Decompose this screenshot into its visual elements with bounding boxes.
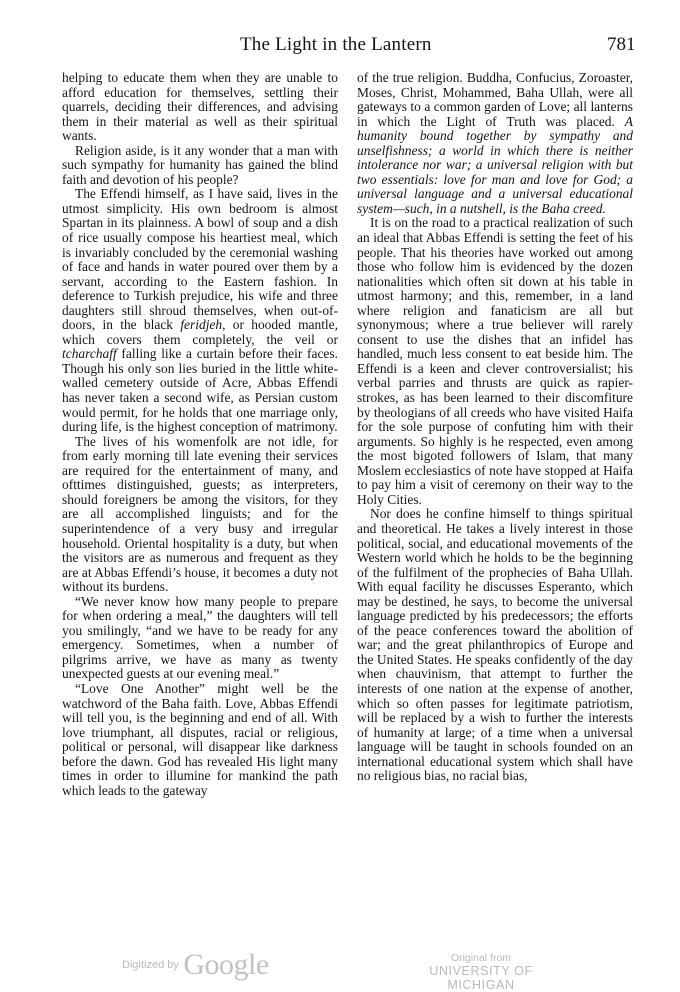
original-from-label: Original from: [450, 952, 512, 964]
source-library: UNIVERSITY OF MICHIGAN: [429, 964, 533, 992]
italic-text: A humanity bound together by sympathy and unselfishness; a world in which there is neither intolerance nor war; a universal religion with but two essentials: love for man and love for God; a universal language and a universal educational system—such, in a nutshell, is the Baha creed.: [357, 113, 633, 216]
paragraph: The Effendi himself, as I have said, lives in the utmost simplicity. His own bedroom is almost Spartan in its plainness. A bowl of soup and a dish of rice usually compose his heartiest meal, which is invariably concluded by the ceremonial washing of face and hands in water poured over them by a servant, according to the Eastern fashion. In deference to Turkish prejudice, his wife and three daughters still shroud themselves, when out-of-doors, in the black feridjeh, or hooded mantle, which covers them completely, the veil or tcharchaff falling like a curtain before their faces. Though his only son lies buried in the little white-walled cemetery outside of Acre, Abbas Effendi has never taken a second wife, as Persian custom would permit, for he holds that one marriage only, during life, is the highest conception of matrimony.: [62, 186, 338, 435]
paragraph: It is on the road to a practical realization of such an ideal that Abbas Effendi is setting the feet of his people. That his theories have worked out among those who follow him is evidenced by the dozen nationalities which often sit down at his table in utmost harmony; and this, remember, in a land where religion and fanaticism are all but synonymous; where a true believer will rarely consent to use the dishes that an infidel has handled, much less consent to eat beside him. The Effendi is a keen and clever controversialist; his verbal parries and thrusts are quick as rapier-strokes, as has been learned to their discomfiture by theologians of all creeds who have visited Haifa for the sole purpose of confuting him with their arguments. So highly is he respected, even among the most bigoted followers of Islam, that many Moslem ecclesiastics of note have stopped at Haifa to pay him a visit of ceremony on their way to the Holy Cities.: [357, 215, 633, 507]
italic-text: tcharchaff: [62, 346, 117, 362]
paragraph: of the true religion. Buddha, Confucius, Zoroaster, Moses, Christ, Mohammed, Baha Ullah, were all gateways to a common garden of Love; all lanterns in which the Light of Truth was placed. A humanity bound together by sympathy and unselfishness; a world in which there is neither intolerance nor war; a universal religion with but two essentials: love for man and love for God; a universal language and a universal educational system—such, in a nutshell, is the Baha creed.: [357, 70, 633, 216]
page-header: [0, 34, 680, 60]
page-number: 781: [607, 34, 636, 55]
paragraph: “Love One Another” might well be the watchword of the Baha faith. Love, Abbas Effendi will tell you, is the beginning and end of all. With love triumphant, all disputes, racial or religious, political or personal, will disappear like darkness before the dawn. God has revealed His light many times in order to illumine for mankind the path which leads to the gateway: [62, 680, 338, 798]
paragraph: “We never know how many people to prepare for when ordering a meal,” the daughters will tell you smilingly, “and we have to be ready for any emergency. Sometimes, when a number of pilgrims arrive, we have as many as twenty unexpected guests at our evening meal.”: [62, 593, 338, 682]
source-watermark: [396, 952, 566, 992]
right-column: [357, 71, 633, 784]
paragraph: Nor does he confine himself to things spiritual and theoretical. He takes a lively interest in those political, social, and educational movements of the Western world which he holds to be the beginning of the fulfilment of the prophecies of Baha Ullah. With equal facility he discusses Esperanto, which may be destined, he says, to become the universal language predicted by his predecessors; the efforts of the peace conferences toward the abolition of war; and the great philanthropics of Europe and the United States. He speaks confidently of the day when chauvinism, that attempt to further the interests of one nation at the expense of another, which so often passes for legitimate patriotism, will be replaced by a wish to further the interests of humanity at large; of a time when a universal language will be taught in schools founded on an international educational system which shall have no religious bias, no racial bias,: [357, 506, 633, 784]
paragraph: helping to educate them when they are unable to afford education for themselves, settling their quarrels, deciding their differences, and advising them in their material as well as their spiritual wants.: [62, 70, 338, 144]
digitized-by-watermark: [122, 948, 269, 982]
paragraph: Religion aside, is it any wonder that a man with such sympathy for humanity has gained the blind faith and devotion of his people?: [62, 142, 338, 187]
italic-text: feridjeh: [180, 317, 223, 333]
running-title: The Light in the Lantern: [240, 34, 432, 55]
paragraph: The lives of his womenfolk are not idle, for from early morning till late evening their services are required for the entertainment of many, and ofttimes distinguished, guests; as interpreters, should foreigners be among the visitors, for they are all accomplished linguists; and for the superintendence of a very busy and irregular household. Oriental hospitality is a duty, but when the visitors are as numerous and frequent as they are at Abbas Effendi’s house, it becomes a duty not without its burdens.: [62, 433, 338, 595]
google-logo: Google: [183, 948, 269, 981]
left-column: [62, 71, 338, 798]
digitized-by-label: Digitized by: [122, 959, 179, 971]
